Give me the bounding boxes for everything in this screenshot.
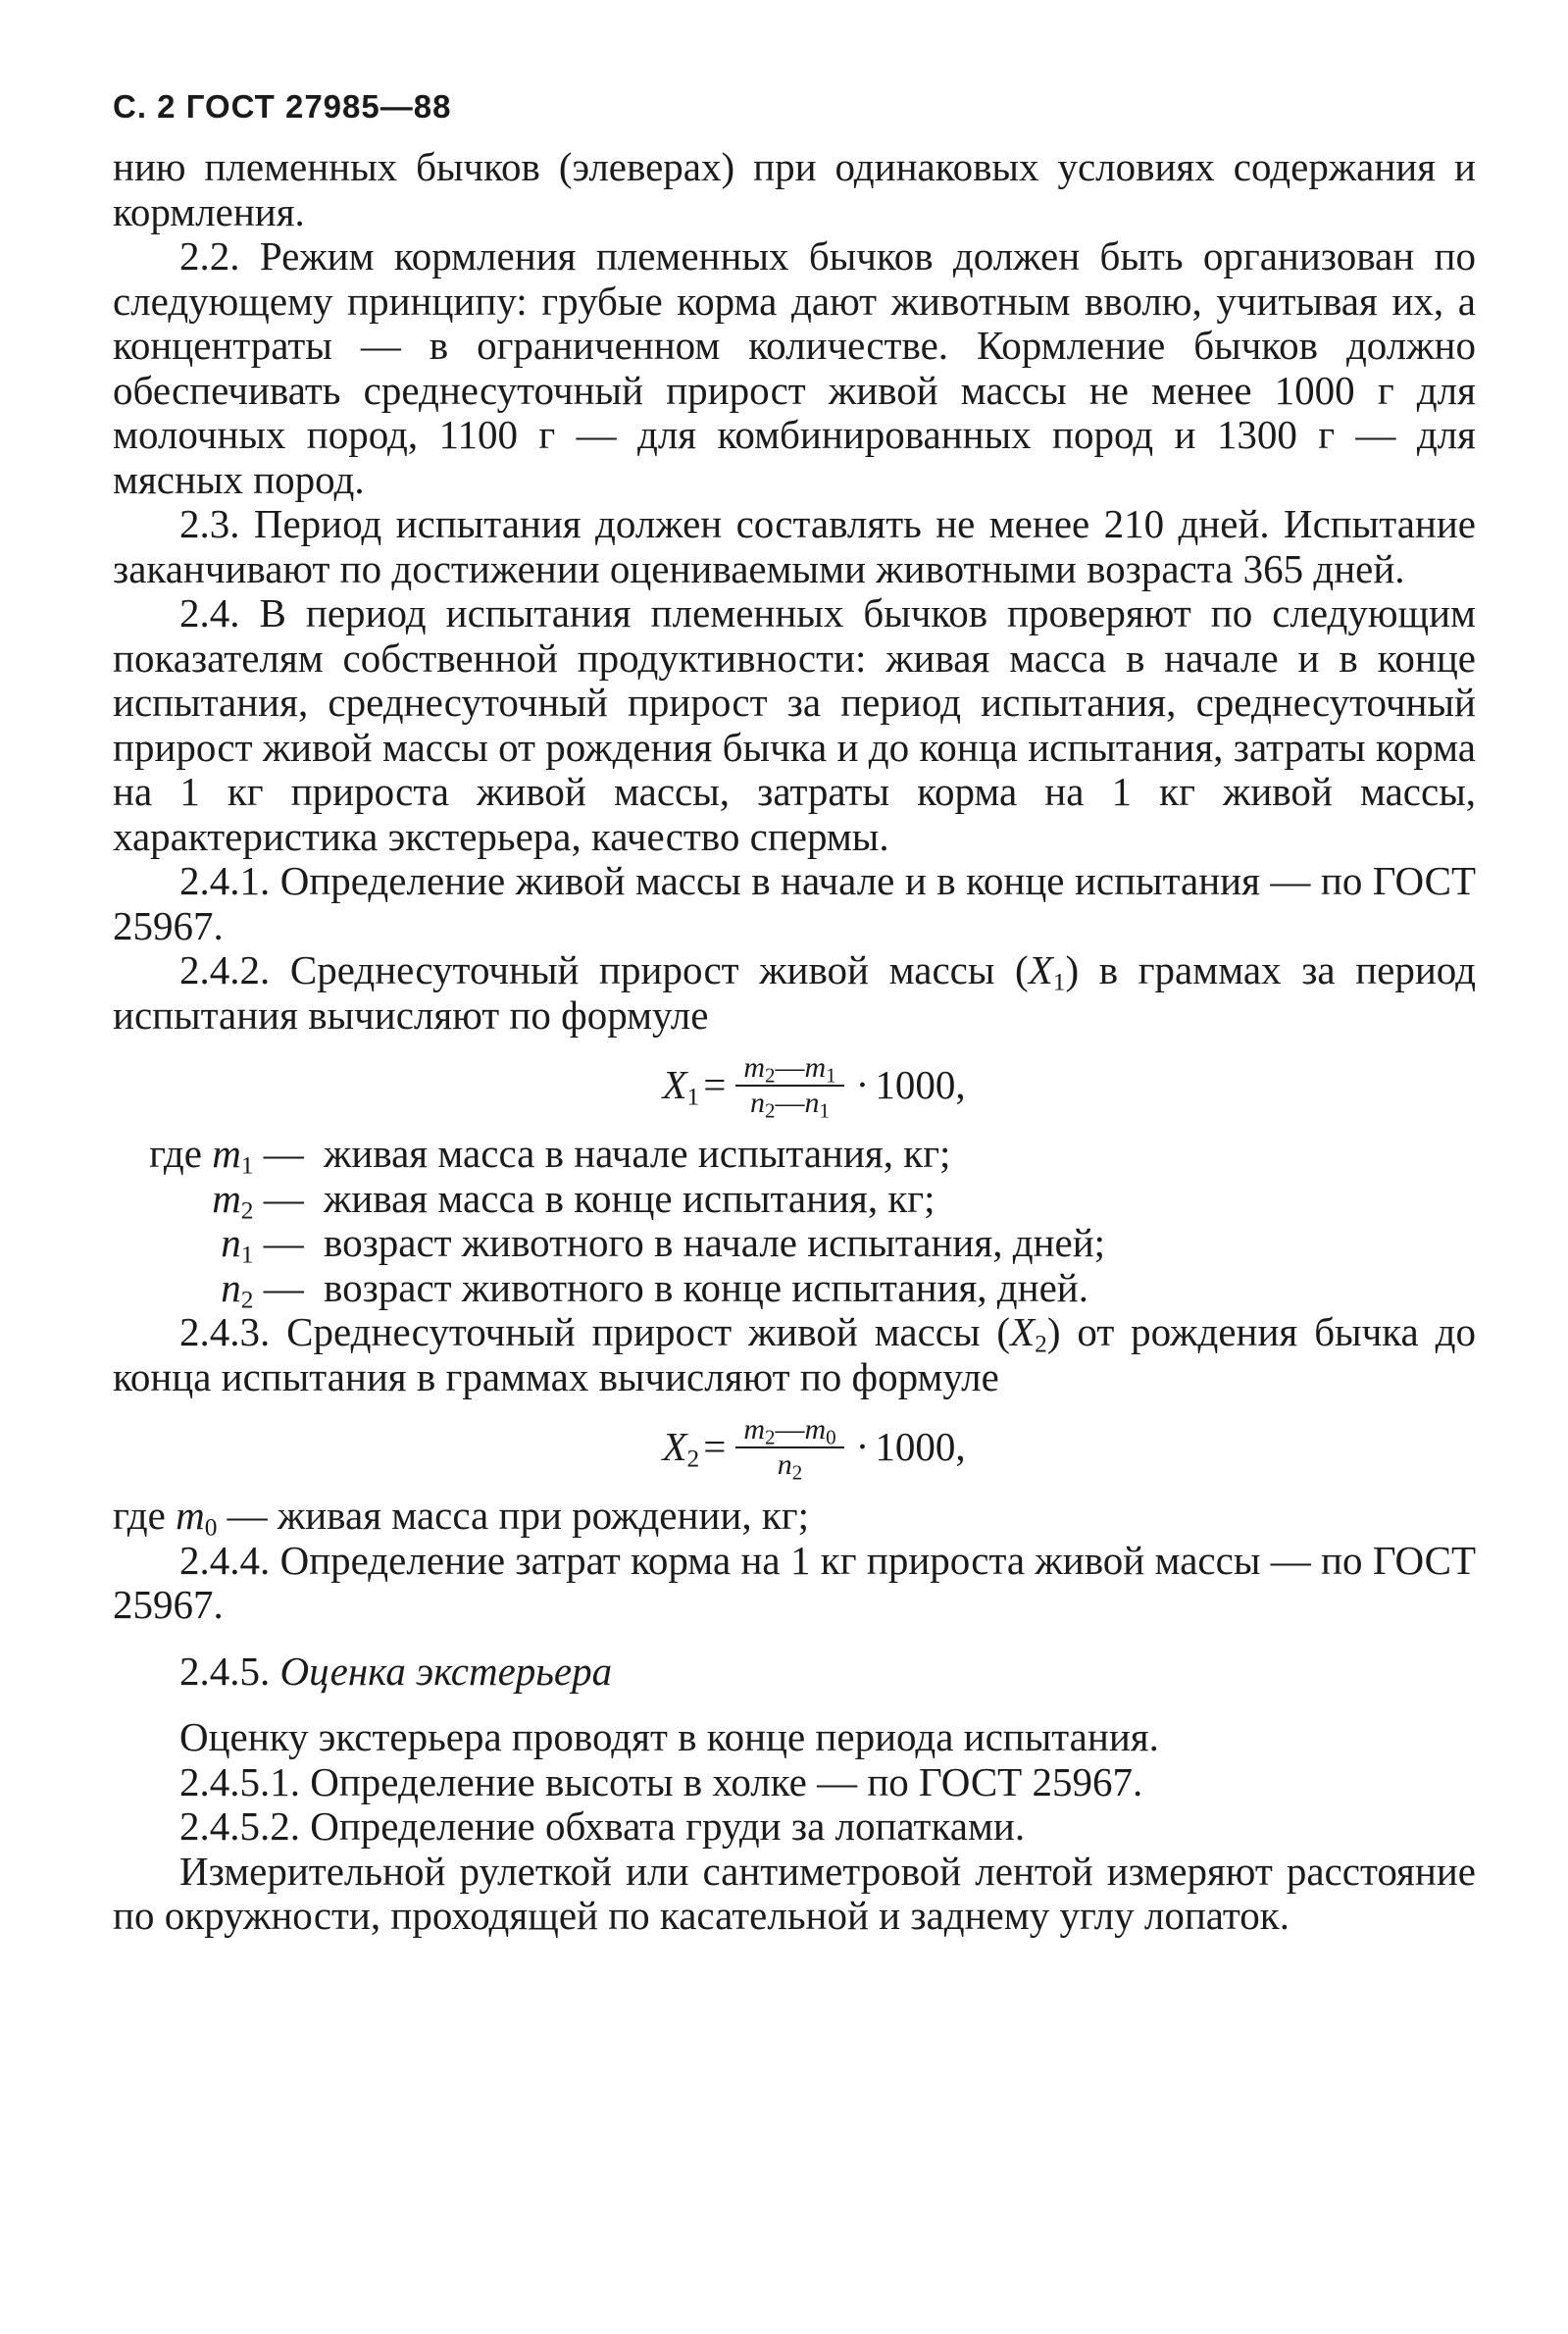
legend-row: $n_2$ — возраст животного в конце испытания, дней.: [221, 1264, 1089, 1313]
formula-x2-numerator: $m_2—m_0$: [735, 1413, 843, 1448]
paragraph-exterior-intro: Оценку экстерьера проводят в конце периода испытания.: [179, 1714, 1159, 1759]
document-page: [113, 88, 1476, 1939]
paragraph-2-4-5-2: 2.4.5.2. Определение обхвата груди за лопатками.: [179, 1803, 1026, 1849]
paragraph-2-4-5-heading: 2.4.5. Оценка экстерьера: [179, 1648, 613, 1694]
formula-x2-multiply: ·: [855, 1424, 870, 1470]
section-title-exterior: Оценка экстерьера: [279, 1648, 613, 1694]
legend-row: где $m_1$ — живая масса в начале испытания, кг;: [149, 1131, 951, 1180]
paragraph-2-3: 2.3. Период испытания должен составлять не менее 210 дней. Испытание заканчивают по достижении оцениваемыми животными возраста 365 дней.: [113, 501, 1476, 591]
formula-x1-denominator: $n_2—n_1$: [749, 1087, 830, 1123]
formula-x1-fraction: [735, 1051, 843, 1123]
variable-x2: $X_2$: [1010, 1309, 1047, 1358]
formula-x2-factor: 1000,: [875, 1424, 966, 1470]
formula-x1-equals: =: [703, 1062, 727, 1108]
formula-x1-lhs: $X_1$: [662, 1062, 700, 1111]
formula-x2-legend: где $m_0$ — живая масса при рождении, кг;: [113, 1493, 809, 1542]
paragraph-2-4-5-1: 2.4.5.1. Определение высоты в холке — по ГОСТ 25967.: [179, 1758, 1143, 1804]
formula-x2-fraction: [735, 1413, 843, 1485]
paragraph-2-4-2-start: 2.4.2. Среднесуточный прирост живой массы (: [179, 947, 1029, 992]
formula-x1-factor: 1000,: [875, 1062, 966, 1108]
formula-x2-equals: =: [703, 1424, 727, 1470]
document-body: [113, 145, 1476, 1939]
formula-x2-denominator: $n_2$: [777, 1448, 803, 1485]
formula-x2: [113, 1413, 1476, 1485]
paragraph-2-4-4: 2.4.4. Определение затрат корма на 1 кг прироста живой массы — по ГОСТ 25967.: [113, 1537, 1476, 1627]
formula-x1-numerator: $m_2—m_1$: [735, 1051, 843, 1087]
paragraph-continuation: нию племенных бычков (элеверах) при одинаковых условиях содержания и кормления.: [113, 144, 1476, 234]
legend-row: $n_1$ — возраст животного в начале испытания, дней;: [221, 1220, 1106, 1269]
variable-x1: $X_1$: [1028, 947, 1066, 996]
formula-x2-lhs: $X_2$: [662, 1424, 700, 1473]
page-header: С. 2 ГОСТ 27985—88: [113, 88, 452, 125]
paragraph-2-4-2: [113, 948, 1476, 1038]
paragraph-2-2: 2.2. Режим кормления племенных бычков должен быть организован по следующему принципу: грубые корма дают животным вволю, учитывая их, а концентраты — в ограниченном количестве. Кормление бычков должно обеспечивать среднесуточный прирост живой массы не менее 1000 г для молочных пород, 1100 г — для комбинированных пород и 1300 г — для мясных пород.: [113, 233, 1476, 502]
paragraph-2-4: 2.4. В период испытания племенных бычков проверяют по следующим показателям собственной продуктивности: живая масса в начале и в конце испытания, среднесуточный прирост за период испытания, среднесуточный прирост живой массы от рождения бычка и до конца испытания, затраты корма на 1 кг прироста живой массы, затраты корма на 1 кг живой массы, характеристика экстерьера, качество спермы.: [113, 590, 1476, 859]
paragraph-measurement: Измерительной рулеткой или сантиметровой лентой измеряют расстояние по окружности, проходящей по касательной и заднему углу лопаток.: [113, 1848, 1476, 1938]
paragraph-2-4-2-end: ) в граммах за период испытания вычисляют по формуле: [113, 947, 1476, 1038]
formula-x1-legend: [113, 1131, 1476, 1313]
legend-row: $m_2$ — живая масса в конце испытания, кг;: [212, 1175, 936, 1224]
paragraph-2-4-1: 2.4.1. Определение живой массы в начале и в конце испытания — по ГОСТ 25967.: [113, 858, 1476, 948]
paragraph-2-4-3: 2.4.3. Среднесуточный прирост живой массы $(X_2)$ от рождения бычка до конца испытания в граммах вычисляют по формуле: [113, 1309, 1476, 1399]
formula-x1-multiply: ·: [855, 1062, 870, 1108]
formula-x1: [113, 1051, 1476, 1123]
